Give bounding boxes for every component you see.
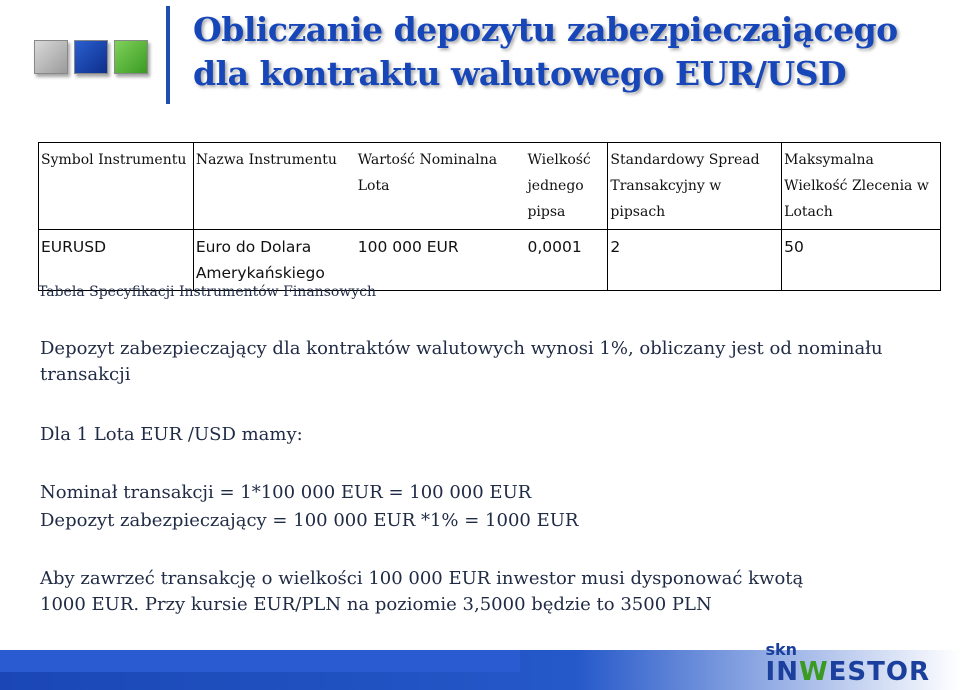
table-caption: Tabela Specyfikacji Instrumentów Finansowych	[38, 284, 377, 300]
header-cell: Wielkość jednego pipsa	[525, 143, 608, 230]
gray-square-icon	[34, 40, 68, 74]
instrument-spec-table	[38, 142, 941, 291]
header-cell: Standardowy Spread Transakcyjny w pipsach	[608, 143, 782, 230]
cell-name: Euro do Dolara Amerykańskiego	[193, 230, 355, 291]
decorative-squares	[34, 40, 148, 74]
paragraph-nominal: Nominał transakcji = 1*100 000 EUR = 100 000 EUR	[40, 482, 532, 503]
logo-accent: W	[798, 657, 829, 687]
cell-max-size: 50	[782, 230, 941, 291]
title-line-1: Obliczanie depozytu zabezpieczającego	[193, 10, 898, 49]
logo-part: IN	[765, 657, 799, 687]
table-row	[39, 230, 941, 291]
green-square-icon	[114, 40, 148, 74]
cell-nominal: 100 000 EUR	[355, 230, 525, 291]
footer-accent-bar	[0, 650, 520, 672]
cell-symbol: EURUSD	[39, 230, 194, 291]
logo-top-text: skn	[765, 640, 798, 659]
header-cell: Maksymalna Wielkość Zlecenia w Lotach	[782, 143, 941, 230]
paragraph-margin-rate: Depozyt zabezpieczający dla kontraktów walutowych wynosi 1%, obliczany jest od nominału transakcji	[40, 338, 883, 385]
cell-spread: 2	[608, 230, 782, 291]
logo-part: ESTOR	[828, 657, 930, 687]
title-divider	[166, 6, 170, 104]
page-title	[193, 8, 898, 96]
header-cell: Symbol Instrumentu	[39, 143, 194, 230]
title-line-2: dla kontraktu walutowego EUR/USD	[193, 54, 847, 93]
paragraph-deposit: Depozyt zabezpieczający = 100 000 EUR *1% = 1000 EUR	[40, 510, 579, 531]
paragraph-conclusion: Aby zawrzeć transakcję o wielkości 100 000 EUR inwestor musi dysponować kwotą 1000 EUR. Przy kursie EUR/PLN na poziomie 3,5000 będzie to 3500 PLN	[40, 568, 804, 615]
header-cell: Wartość Nominalna Lota	[355, 143, 525, 230]
header-cell: Nazwa Instrumentu	[193, 143, 355, 230]
table-header-row	[39, 143, 941, 230]
blue-square-icon	[74, 40, 108, 74]
skn-inwestor-logo	[766, 642, 930, 686]
logo-main-text	[766, 658, 930, 686]
cell-pip: 0,0001	[525, 230, 608, 291]
paragraph-lot-intro: Dla 1 Lota EUR /USD mamy:	[40, 424, 303, 445]
